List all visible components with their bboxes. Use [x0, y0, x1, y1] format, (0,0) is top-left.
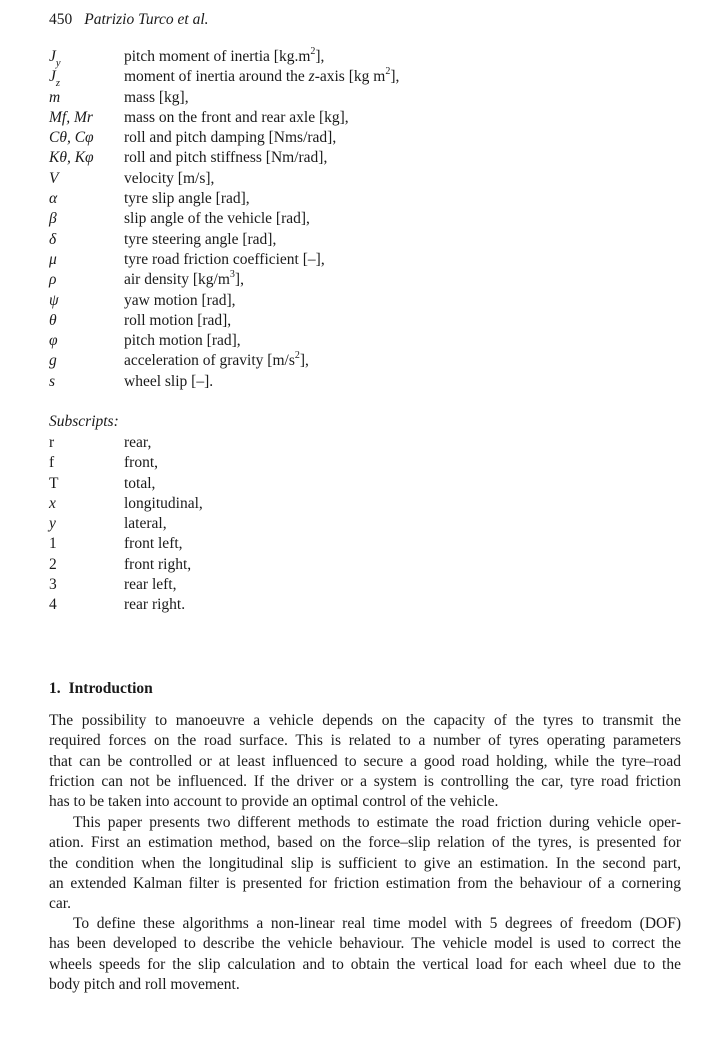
nomenclature-description: mass [kg], [124, 88, 189, 106]
nomenclature-symbol: $J_y$ [49, 48, 61, 70]
subscript-row [49, 575, 689, 595]
nomenclature-row [49, 351, 689, 371]
nomenclature-symbol: $J_z$ [49, 68, 60, 90]
text-line: has been developed to describe the vehicle behaviour. The vehicle model is used to correct the [49, 935, 681, 953]
subscript-description: rear right. [124, 596, 186, 614]
text-line: that can be controlled or at least influenced to secure a good road holding, while the tyre–road [49, 752, 681, 770]
nomenclature-symbol: Mf, Mr [49, 108, 93, 126]
nomenclature-row [49, 250, 689, 270]
nomenclature-description: roll and pitch stiffness [Nm/rad], [124, 149, 328, 167]
subscript-symbol: 3 [49, 576, 57, 594]
nomenclature-description: roll and pitch damping [Nms/rad], [124, 129, 337, 147]
subscript-row [49, 433, 689, 453]
body-paragraph [49, 914, 681, 995]
body-paragraph [49, 711, 681, 812]
nomenclature-row [49, 189, 689, 209]
subscript-description: front left, [124, 535, 183, 553]
subscript-description: rear, [124, 434, 152, 451]
nomenclature-description: tyre road friction coefficient [–], [124, 250, 325, 268]
nomenclature-description: pitch motion [rad], [124, 332, 241, 350]
page-number: 450 [49, 11, 73, 28]
nomenclature-row [49, 291, 689, 311]
section-number: 1. [49, 680, 61, 697]
text-line: required forces on the road surface. This is related to a number of tyres operating parameters [49, 732, 681, 750]
subscript-symbol: 1 [49, 535, 57, 553]
subscript-symbol: y [49, 515, 56, 533]
nomenclature-symbol: Kθ, Kφ [49, 149, 94, 167]
nomenclature-description: acceleration of gravity $[m/s^2]$, [124, 350, 309, 370]
nomenclature-description: slip angle of the vehicle [rad], [124, 210, 310, 228]
nomenclature-row [49, 209, 689, 229]
text-line: The possibility to manoeuvre a vehicle depends on the capacity of the tyres to transmit the [49, 712, 681, 729]
nomenclature-symbol: μ [49, 250, 57, 268]
subscript-description: longitudinal, [124, 494, 203, 512]
nomenclature-row [49, 148, 689, 168]
subscript-row [49, 494, 689, 514]
subscript-row [49, 534, 689, 554]
text-line: friction can not be influenced. If the driver or a system is controlling the car, tyre road friction [49, 772, 681, 790]
nomenclature-row [49, 66, 689, 90]
nomenclature-description: roll motion [rad], [124, 311, 232, 329]
nomenclature-row [49, 311, 689, 331]
nomenclature-symbol: ρ [49, 271, 57, 289]
nomenclature-symbol: θ [49, 311, 57, 329]
subscript-description: front, [124, 454, 159, 472]
nomenclature-row [49, 45, 689, 70]
nomenclature-description: velocity [m/s], [124, 169, 215, 187]
subscript-row [49, 595, 689, 615]
subscript-row [49, 555, 689, 575]
nomenclature-symbol: V [49, 169, 59, 187]
text-line: wheels speeds for the slip calculation and to obtain the vertical load for each wheel due to the [49, 955, 681, 973]
subscript-row [49, 453, 689, 473]
nomenclature-description: pitch moment of inertia $[kg.m^2]$, [124, 45, 325, 65]
running-header [49, 10, 209, 30]
nomenclature-row [49, 108, 689, 128]
nomenclature-symbol: α [49, 190, 58, 208]
nomenclature-description: mass on the front and rear axle [kg], [124, 108, 349, 126]
nomenclature-row [49, 372, 689, 392]
nomenclature-description: air density $[kg/m^3]$, [124, 269, 244, 289]
nomenclature-description: tyre slip angle [rad], [124, 190, 250, 208]
nomenclature-row [49, 128, 689, 148]
text-line: body pitch and roll movement. [49, 975, 240, 993]
nomenclature-description: yaw motion [rad], [124, 291, 236, 309]
subscript-description: rear left, [124, 576, 177, 594]
subscript-symbol: 4 [49, 596, 57, 614]
nomenclature-symbol: δ [49, 230, 57, 248]
text-line: an extended Kalman filter is presented for friction estimation from the behaviour of a cornering [49, 874, 681, 892]
nomenclature-row [49, 169, 689, 189]
nomenclature-row [49, 230, 689, 250]
subscript-description: front right, [124, 555, 192, 573]
nomenclature-row [49, 270, 689, 290]
nomenclature-row [49, 88, 689, 108]
subscripts-list [49, 433, 689, 616]
body-paragraph [49, 813, 681, 914]
subscript-row [49, 514, 689, 534]
text-line: To define these algorithms a non-linear real time model with 5 degrees of freedom (DOF) [73, 915, 681, 932]
nomenclature-description: moment of inertia around the z-axis [kg $m^2$], [124, 66, 400, 86]
section-heading [49, 679, 153, 699]
text-line: has to be taken into account to provide an optimal control of the vehicle. [49, 793, 499, 811]
subscript-symbol: f [49, 454, 55, 472]
subscript-description: lateral, [124, 515, 167, 533]
nomenclature-list [49, 47, 689, 392]
subscript-row [49, 474, 689, 494]
nomenclature-symbol: β [49, 210, 57, 228]
running-authors: Patrizio Turco et al. [84, 11, 209, 28]
subscript-symbol: r [49, 434, 55, 451]
nomenclature-description: wheel slip [–]. [124, 372, 214, 390]
nomenclature-symbol: Cθ, Cφ [49, 129, 94, 147]
nomenclature-symbol: g [49, 352, 57, 370]
subscript-symbol: T [49, 474, 59, 492]
subscripts-heading: Subscripts: [49, 413, 119, 430]
text-line: the condition when the longitudinal slip is sufficient to give an estimation. In the second part, [49, 854, 681, 872]
section-title: Introduction [68, 680, 153, 697]
nomenclature-symbol: φ [49, 332, 58, 350]
subscript-symbol: x [49, 494, 56, 512]
nomenclature-row [49, 331, 689, 351]
nomenclature-description: tyre steering angle [rad], [124, 230, 277, 248]
subscript-description: total, [124, 474, 156, 492]
text-line: This paper presents two different methods to estimate the road friction during vehicle oper- [73, 814, 681, 831]
nomenclature-symbol: s [49, 372, 56, 390]
text-line: ation. First an estimation method, based on the force–slip relation of the tyres, is presented for [49, 834, 681, 852]
subscript-symbol: 2 [49, 555, 57, 573]
nomenclature-symbol: ψ [49, 291, 59, 309]
nomenclature-symbol: m [49, 88, 61, 106]
text-line: car. [49, 895, 71, 913]
